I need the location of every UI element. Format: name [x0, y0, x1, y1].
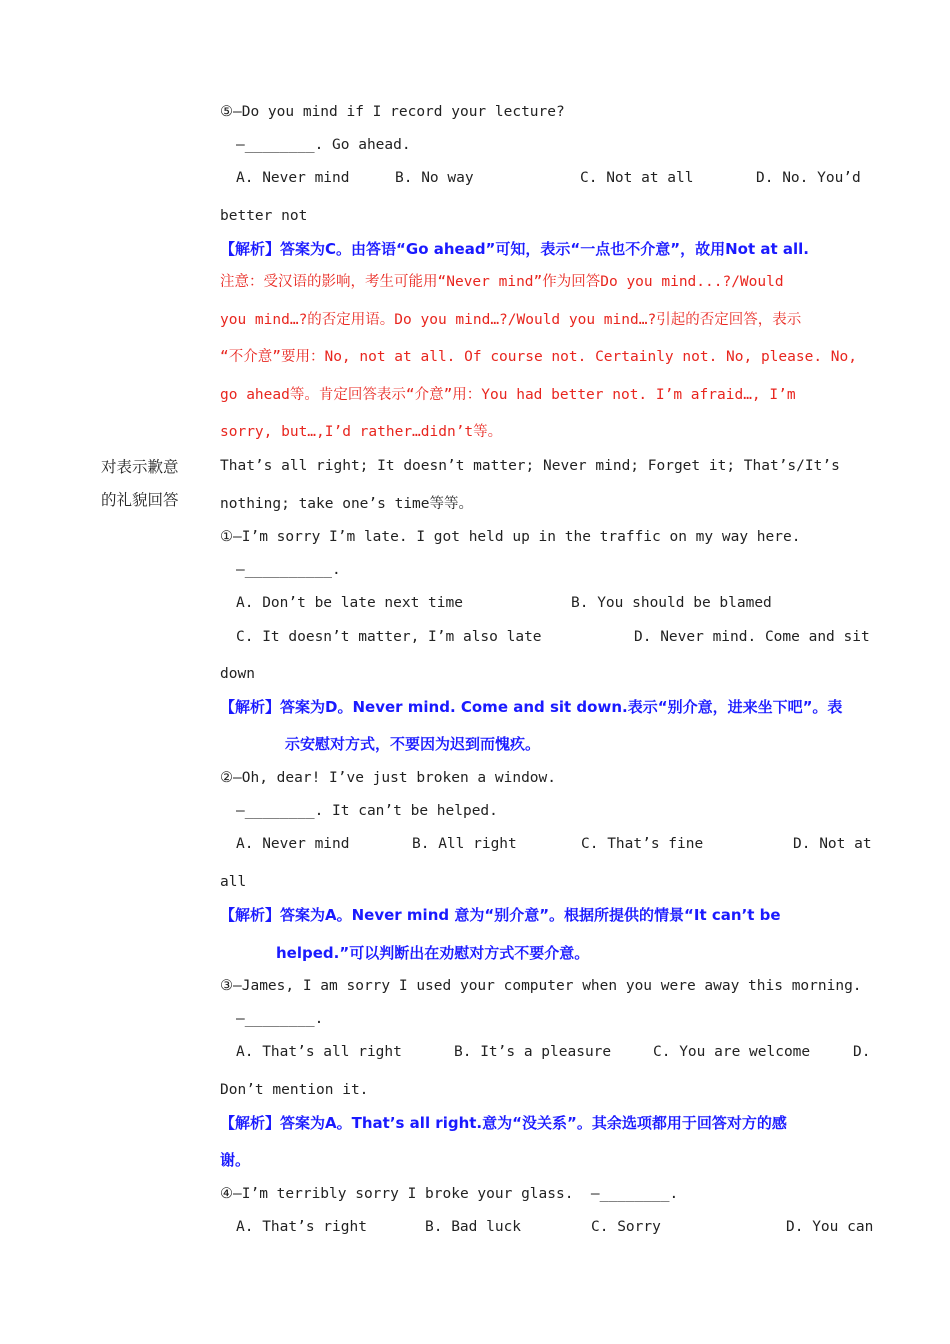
q5-option-wrap: better not [220, 208, 308, 224]
q5-note-line: you mind…?的否定用语。Do you mind…?/Would you mind…?引起的否定回答，表示 [220, 312, 802, 328]
q1-option-c: C. It doesn’t matter, I’m also late [236, 629, 542, 645]
analysis-tag: 【解析】 [220, 240, 281, 258]
q1-analysis [220, 697, 842, 717]
analysis-text: 答案为A。Never mind 意为“别介意”。根据所提供的情景“It can’t be [280, 906, 781, 924]
q1-option-b: B. You should be blamed [571, 595, 772, 611]
q5-note-line: go ahead等。肯定回答表示“介意”用：You had better not. I’m afraid…, I’m [220, 387, 796, 403]
q4-question: ④—I’m terribly sorry I broke your glass. —________. [220, 1186, 679, 1202]
q5-option-b: B. No way [395, 170, 474, 186]
q3-option-b: B. It’s a pleasure [454, 1044, 612, 1060]
analysis-tag: 【解析】 [220, 906, 281, 924]
q2-option-wrap: all [220, 874, 247, 890]
q4-option-a: A. That’s right [236, 1219, 367, 1235]
q1-analysis-cont: 示安慰对方式，不要因为迟到而愧疚。 [285, 735, 541, 753]
q3-option-c: C. You are welcome [653, 1044, 811, 1060]
q2-response: —________. It can’t be helped. [236, 803, 498, 819]
analysis-text: 答案为D。Never mind. Come and sit down.表示“别介意，进来坐下吧”。表 [280, 698, 843, 716]
q4-option-d: D. You can [786, 1219, 874, 1235]
analysis-text: 答案为C。由答语“Go ahead”可知，表示“一点也不介意”，故用Not at all. [280, 240, 810, 258]
q1-option-d: D. Never mind. Come and sit [634, 629, 870, 645]
q3-response: —________. [236, 1011, 324, 1027]
q5-note-line: 注意：受汉语的影响，考生可能用“Never mind”作为回答Do you mind...?/Would [220, 274, 784, 290]
q2-analysis-cont: helped.”可以判断出在劝慰对方式不要介意。 [276, 944, 590, 962]
section-label-line: 对表示歉意 [101, 458, 179, 476]
analysis-tag: 【解析】 [220, 1114, 281, 1132]
q3-analysis [220, 1113, 787, 1133]
q2-option-c: C. That’s fine [581, 836, 704, 852]
q2-analysis [220, 905, 781, 925]
q2-option-a: A. Never mind [236, 836, 350, 852]
q3-analysis-cont: 谢。 [220, 1151, 251, 1169]
intro-line: nothing; take one’s time等等。 [220, 496, 474, 512]
q5-note-line: “不介意”要用：No, not at all. Of course not. Certainly not. No, please. No, [220, 349, 857, 365]
q1-response: —__________. [236, 562, 341, 578]
analysis-tag: 【解析】 [220, 698, 281, 716]
section-label-line: 的礼貌回答 [101, 491, 179, 509]
q2-option-d: D. Not at [793, 836, 872, 852]
q3-question: ③—James, I am sorry I used your computer when you were away this morning. [220, 978, 862, 994]
analysis-text: 答案为A。That’s all right.意为“没关系”。其余选项都用于回答对方的感 [280, 1114, 787, 1132]
q5-note-line: sorry, but…,I’d rather…didn’t等。 [220, 424, 503, 440]
q3-option-d: D. [853, 1044, 871, 1060]
q5-option-c: C. Not at all [580, 170, 694, 186]
intro-line: That’s all right; It doesn’t matter; Never mind; Forget it; That’s/It’s [220, 458, 840, 474]
q1-option-a: A. Don’t be late next time [236, 595, 463, 611]
q1-question: ①—I’m sorry I’m late. I got held up in the traffic on my way here. [220, 529, 801, 545]
q5-question: ⑤—Do you mind if I record your lecture? [220, 104, 565, 120]
q5-option-d: D. No. You’d [756, 170, 861, 186]
q5-analysis [220, 239, 809, 259]
q2-option-b: B. All right [412, 836, 517, 852]
q5-response: —________. Go ahead. [236, 137, 411, 153]
q1-option-wrap: down [220, 666, 255, 682]
q3-option-a: A. That’s all right [236, 1044, 402, 1060]
q4-option-b: B. Bad luck [425, 1219, 522, 1235]
q4-option-c: C. Sorry [591, 1219, 661, 1235]
q2-question: ②—Oh, dear! I’ve just broken a window. [220, 770, 556, 786]
q5-option-a: A. Never mind [236, 170, 350, 186]
q3-option-wrap: Don’t mention it. [220, 1082, 369, 1098]
